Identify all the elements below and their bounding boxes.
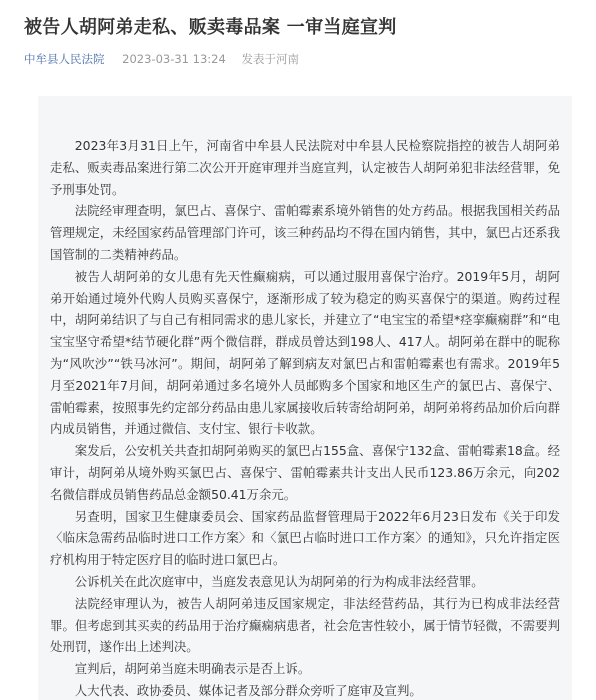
- paragraph: 法院经审理查明，氯巴占、喜保宁、雷帕霉素系境外销售的处方药品。根据我国相关药品管理规定，未经国家药品管理部门许可，该三种药品均不得在国内销售，其中，氯巴占还系我国管制的二类精神药品。: [50, 203, 560, 262]
- article-title: 被告人胡阿弟走私、贩卖毒品案 一审当庭宣判: [24, 17, 397, 38]
- article-meta: [24, 51, 299, 67]
- publish-date: 2023-03-31 13:24: [122, 52, 226, 66]
- paragraph: 公诉机关在此次庭审中，当庭发表意见认为胡阿弟的行为构成非法经营罪。: [74, 573, 484, 589]
- paragraph: 法院经审理认为，被告人胡阿弟违反国家规定，非法经营药品，其行为已构成非法经营罪。但考虑到其买卖的药品用于治疗癫痫病患者，社会危害性较小，属于情节轻微，不需要判处刑罚，遂作出上述判决。: [50, 595, 560, 655]
- author-link[interactable]: 中牟县人民法院: [24, 52, 105, 66]
- publish-location: 发表于河南: [241, 52, 299, 66]
- paragraph: 案发后，公安机关共查扣胡阿弟购买的氯巴占155盒、喜保宁132盒、雷帕霉素18盒。经审计，胡阿弟从境外购买氯巴占、喜保宁、雷帕霉素共计支出人民币123.86万余元，向202名微信群成员销售药品总金额50.41万余元。: [50, 443, 560, 502]
- article-content: [50, 135, 560, 700]
- paragraph: 人大代表、政协委员、媒体记者及部分群众旁听了庭审及宣判。: [74, 682, 422, 698]
- paragraph: 另查明，国家卫生健康委员会、国家药品监督管理局于2022年6月23日发布《关于印发〈临床急需药品临时进口工作方案〉和〈氯巴占临时进口工作方案〉的通知》，只允许指定医疗机构用于特定医疗目的临时进口氯巴占。: [50, 508, 560, 568]
- paragraph: 被告人胡阿弟的女儿患有先天性癫痫病，可以通过服用喜保宁治疗。2019年5月，胡阿弟开始通过境外代购人员购买喜保宁，逐渐形成了较为稳定的购买喜保宁的渠道。购药过程中，胡阿弟结识了与自己有相同需求的患儿家长，并建立了“电宝宝的希望*痉挛癫痫群”和“电宝宝坚守希望*结节硬化群”两个微信群，群成员曾达到198人、417人。胡阿弟在群中的昵称为“风吹沙”“铁马冰河”。期间，胡阿弟了解到病友对氯巴占和雷帕霉素也有需求。2019年5月至2021年7月间，胡阿弟通过多名境外人员邮购多个国家和地区生产的氯巴占、喜保宁、雷帕霉素，按照事先约定部分药品由患儿家属接收后转寄给胡阿弟，胡阿弟将药品加价后向群内成员销售，并通过微信、支付宝、银行卡收款。: [50, 268, 560, 437]
- paragraph: 宣判后，胡阿弟当庭未明确表示是否上诉。: [74, 661, 311, 677]
- paragraph: 2023年3月31日上午，河南省中牟县人民法院对中牟县人民检察院指控的被告人胡阿弟走私、贩卖毒品案进行第二次公开开庭审理并当庭宣判，认定被告人胡阿弟犯非法经营罪，免予刑事处罚。: [50, 138, 560, 197]
